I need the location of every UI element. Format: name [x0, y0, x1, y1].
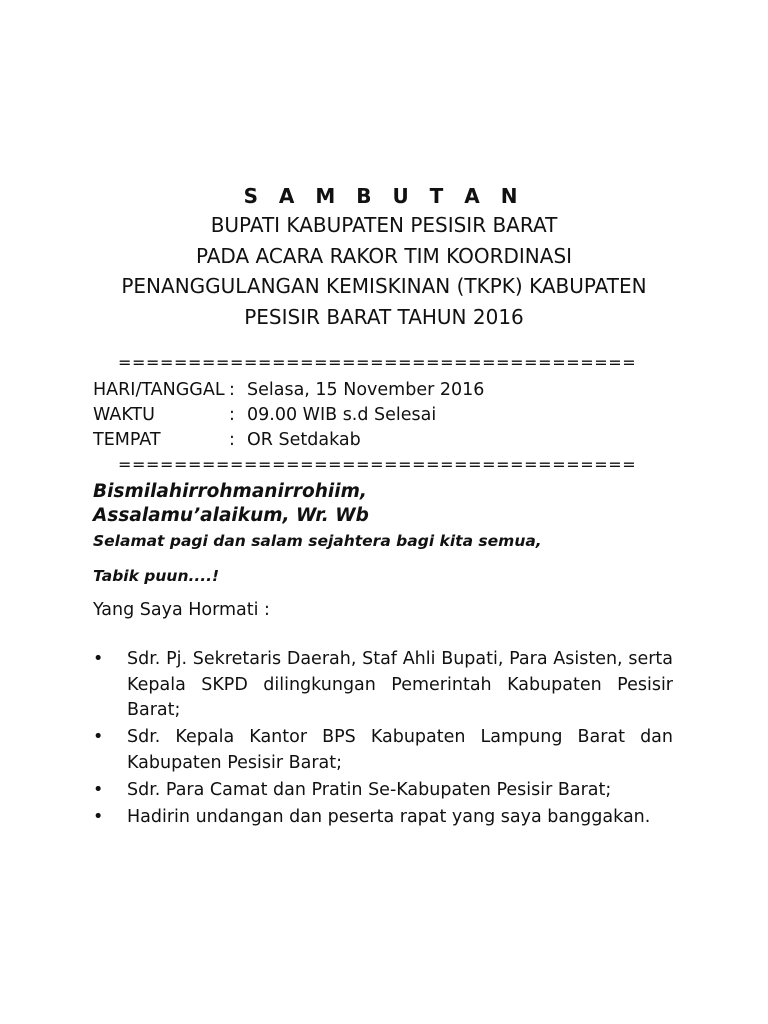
- greeting-selamat: Selamat pagi dan salam sejahtera bagi kita semua,: [93, 532, 542, 550]
- list-item: [93, 725, 673, 776]
- greeting-bismillah: Bismilahirrohmanirrohiim,: [93, 481, 367, 502]
- separator-top: =====================================: [118, 353, 637, 372]
- info-row-place: [93, 430, 361, 450]
- info-row-time: [93, 405, 436, 425]
- info-value: Selasa, 15 November 2016: [247, 380, 485, 400]
- info-colon: :: [229, 380, 235, 400]
- intro-text: Yang Saya Hormati :: [93, 600, 270, 620]
- info-label: TEMPAT: [93, 430, 161, 450]
- bullet-icon: •: [93, 806, 104, 827]
- greeting-tabik: Tabik puun....!: [93, 567, 220, 585]
- title-line-4: PESISIR BARAT TAHUN 2016: [244, 305, 524, 329]
- list-item-text: Sdr. Para Camat dan Pratin Se-Kabupaten Pesisir Barat;: [127, 779, 612, 800]
- info-colon: :: [229, 405, 235, 425]
- greeting-salam: Assalamu’alaikum, Wr. Wb: [93, 505, 369, 526]
- list-item: [93, 778, 673, 804]
- document-title: S A M B U T A N: [243, 184, 525, 208]
- bullet-icon: •: [93, 727, 104, 747]
- list-item-text: Sdr. Pj. Sekretaris Daerah, Staf Ahli Bupati, Para Asisten, serta Kepala SKPD dilingkungan Pemerintah Kabupaten Pesisir Barat;: [127, 649, 673, 720]
- list-item-text: Hadirin undangan dan peserta rapat yang saya banggakan.: [127, 806, 651, 827]
- info-colon: :: [229, 430, 235, 450]
- list-item: [93, 805, 673, 831]
- bullet-icon: •: [93, 779, 104, 800]
- info-value: 09.00 WIB s.d Selesai: [247, 405, 437, 425]
- list-item: [93, 647, 673, 724]
- attendee-list: [93, 647, 673, 832]
- separator-bottom: =====================================: [118, 455, 637, 474]
- list-item-text: Sdr. Kepala Kantor BPS Kabupaten Lampung Barat dan Kabupaten Pesisir Barat;: [127, 727, 673, 773]
- info-row-date: [93, 380, 484, 400]
- info-value: OR Setdakab: [247, 430, 361, 450]
- info-label: HARI/TANGGAL: [93, 380, 225, 400]
- title-line-3: PENANGGULANGAN KEMISKINAN (TKPK) KABUPATEN: [121, 274, 647, 298]
- info-label: WAKTU: [93, 405, 155, 425]
- bullet-icon: •: [93, 649, 104, 669]
- title-line-1: BUPATI KABUPATEN PESISIR BARAT: [210, 213, 558, 237]
- title-line-2: PADA ACARA RAKOR TIM KOORDINASI: [195, 244, 573, 268]
